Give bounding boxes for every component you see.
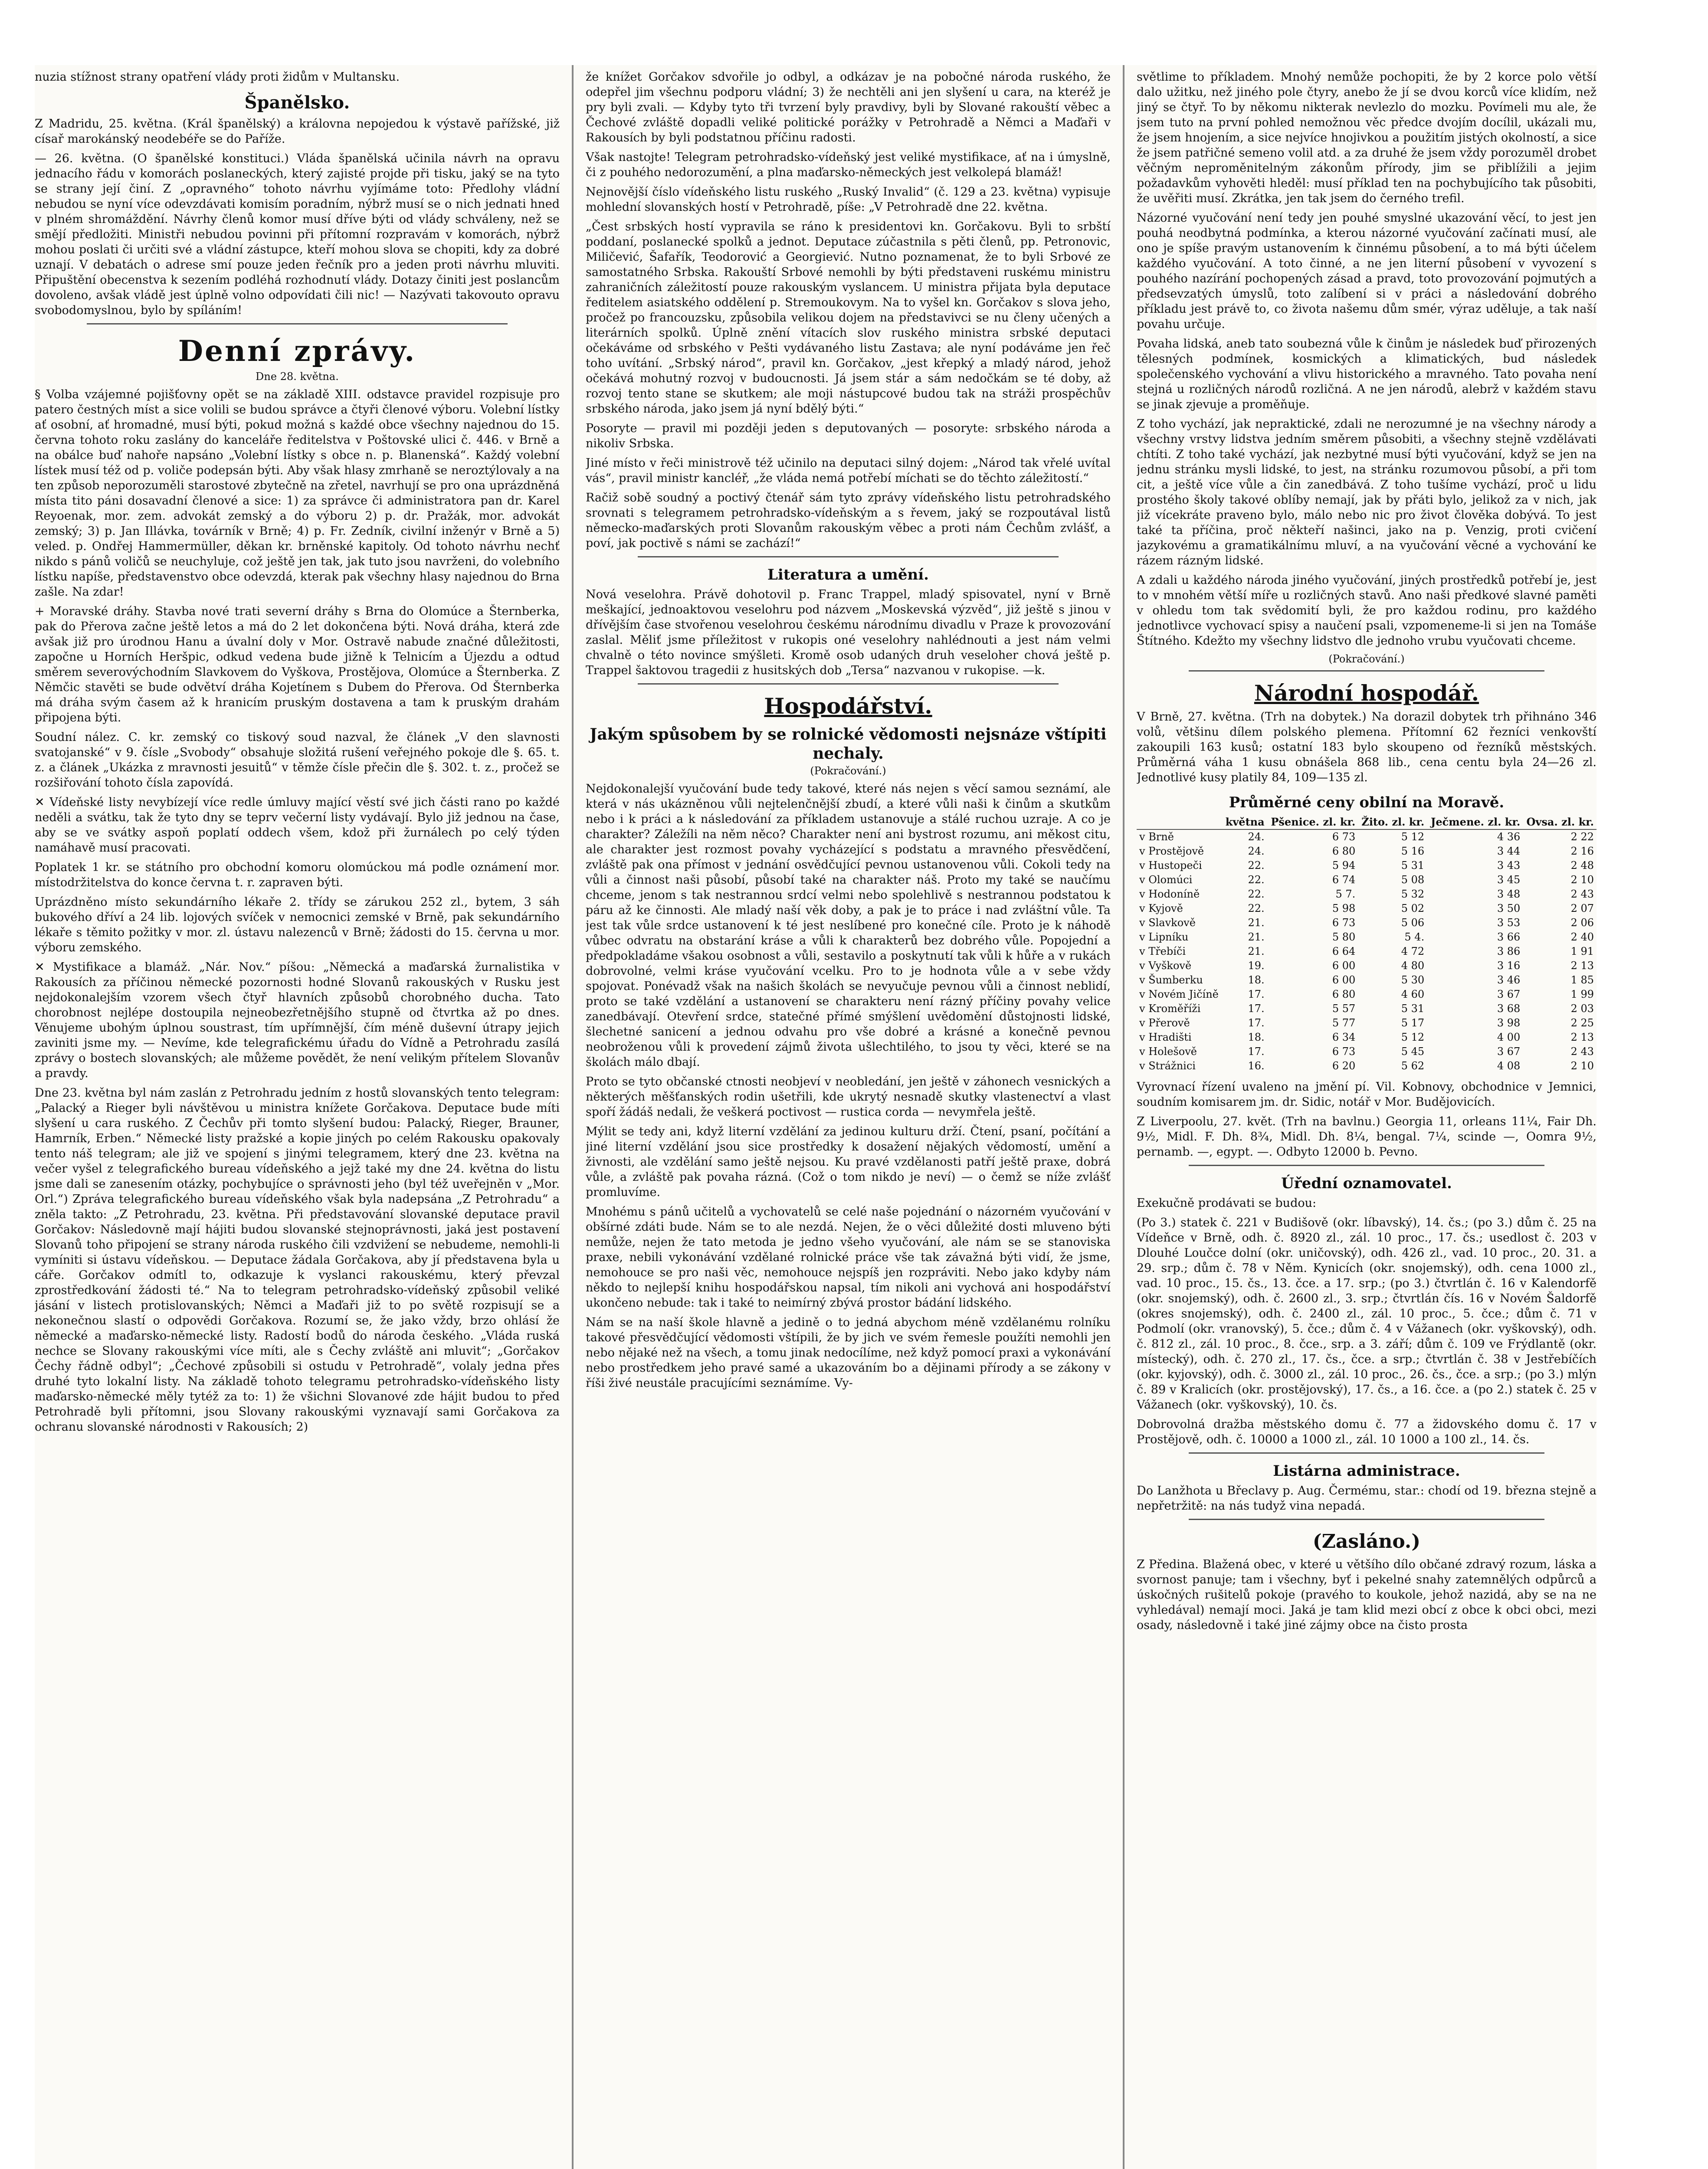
- article-title: Jakým spůsobem by se rolnické vědomosti nejsnáze vštípiti nechaly.: [590, 725, 1107, 763]
- article-paragraph: + Moravské dráhy. Stavba nové trati severní dráhy s Brna do Olomúce a Šternberka, pak do Přerova začne ještě letos a má do 2 let dokončena býti. Nová dráha, která zde avšak již pro úrodnou Hanu a úvalní doly v Mor. Ostravě nabude značné důležitosti, započne u Horních Heršpic, odkud vedena bude jižně k Telnicím a Újezdu a odtud směrem severovýchodním Slavkovem do Vyškova, Prostějova, Olomúce a Šternberka. Z Němčic stavěti se bude odvětví dráha Kojetínem s Dubem do Přerova. Od Šternberka má dráha svým časem až k hranicím pruským dostavena a tam k pruským drahám připojena býti.: [35, 605, 560, 724]
- table-cell: 21.: [1248, 931, 1265, 943]
- table-cell: 6 80: [1332, 988, 1356, 1000]
- article-paragraph: Nejnovější číslo vídeňského listu ruského „Ruský Invalid“ (č. 129 a 23. května) vypisuje mohlední slovanských hostí v Petrohradě, píše: „V Petrohradě dne 22. května.: [586, 185, 1111, 214]
- separator-rule: [638, 556, 1059, 557]
- table-cell: v Holešově: [1139, 1045, 1197, 1058]
- column-divider: [1123, 65, 1124, 2169]
- table-cell: 1 85: [1570, 974, 1594, 986]
- table-cell: 17.: [1248, 1003, 1265, 1015]
- news-date: Dne 28. května.: [256, 370, 339, 383]
- table-cell: 5 06: [1401, 917, 1425, 929]
- article-paragraph: Z toho vychází, jak nepraktické, zdali ne nerozumné je na všechny národy a všechny vrstvy lidstva jedním směrem působiti, a všechny stejně vzdělávati chtíti. Z toho také vychází, jak nezbytné musí býti vyučování, když se jen na jednu stránku mysli lidské, to jest, na stránku rozumovou působí, a při tom cit, a ještě více vůle a čin zanedbává. Z toho tušíme vychází, proč u lidu prostého školy takové oblíby nemají, jak by přáti bylo, jelikož za v nich, jak již vícekráte praveno bylo, málo nebo nic pro život člověka dobývá. To jest také ta příčina, proč někteří našinci, jako na p. Venzig, proti cvičení jazykovému a gramatikálnímu mluví, a na vyučování věcné a vychování ke rázem rázným lidské.: [1137, 417, 1597, 567]
- table-cell: v Strážnici: [1139, 1060, 1196, 1072]
- table-cell: 2 48: [1570, 859, 1594, 872]
- table-header-cell: Ječmene. zl. kr.: [1427, 815, 1523, 829]
- table-cell: 18.: [1248, 1031, 1265, 1043]
- section-heading-mailbox: Listárna administrace.: [1273, 1462, 1460, 1480]
- section-heading-spain: Španělsko.: [244, 92, 350, 113]
- column-3: [1137, 69, 1597, 2169]
- table-row: [1137, 873, 1597, 887]
- table-cell: 1 99: [1570, 988, 1594, 1000]
- section-heading-official: Úřední oznamovatel.: [1281, 1175, 1452, 1192]
- table-row: [1137, 1045, 1597, 1059]
- table-cell: 4 80: [1401, 960, 1425, 972]
- article-paragraph: § Volba vzájemné pojišťovny opět se na základě XIII. odstavce pravidel rozpisuje pro patero čestných míst a sice volili se budou správce a čtyři členové výboru. Volební lístky ať osobní, ať hromadné, musí býti, pokud možná s každé obce všechny najednou do 15. června tohoto roku zaslány do kanceláře ředitelstva v Poštovské ulici č. 446. v Brně a na obálce buď nahoře napsáno „Volební lístky s obce n. p. Blanenská“. Každý volební lístek musí též od p. voliče podepsán býti. Aby však hlasy zmrhaně se neroztýlovaly a na ten způsob neporozuměli starostové zbytečně na zřetel, navrhují se pro ona uprázdněná místa tito páni dosavadní členové a sice: 1) za správce či administratora pan dr. Karel Reyoenak, mor. zem. advokát zemský a do výboru 2) p. dr. Pražák, mor. advokát zemský; 3) p. Jan Illávka, továrník v Brně; 4) p. Fr. Zedník, civilní inženýr v Brně a 5) veled. p. Ondřej Hammermüller, děkan kr. brněnské kapitoly. Od tohoto návrhu nechť nikdo s pánů voličů se neuchyluje, což ještě jen tak, jak tuto jsou navrženi, do volebního lístku napíše, představenstvo obce odevzdá, kterak pak všechny hlasy najednou do Brna zašle. Na zdar!: [35, 388, 560, 599]
- table-cell: 3 44: [1497, 845, 1521, 857]
- table-cell: 5 98: [1332, 902, 1356, 914]
- section-heading-sent: (Zasláno.): [1312, 1530, 1421, 1553]
- table-cell: v Vyškově: [1139, 960, 1192, 972]
- table-cell: v Prostějově: [1139, 845, 1204, 857]
- table-cell: 4 36: [1497, 831, 1521, 843]
- table-cell: v Kroměříži: [1139, 1003, 1201, 1015]
- table-row: [1137, 944, 1597, 959]
- table-cell: 3 45: [1497, 874, 1521, 886]
- article-paragraph: (Po 3.) statek č. 221 v Budišově (okr. líbavský), 14. čs.; (po 3.) dům č. 25 na Vídeňce v Brně, odh. č. 8920 zl., zál. 10 proc., 17. čs.; usedlost č. 203 v Dlouhé Loučce dolní (okr. uničovský), odh. 426 zl., vad. 10 proc., 20. 31. a 29. srp.; dům č. 78 v Něm. Kynicích (okr. snojemský), odh. cena 1000 zl., vad. 10 proc., 15. čs., 13. čce. a 17. srp.; (po 3.) čtvrtlán č. 16 v Kalendorfě (okr. snojemský), odh. č. 2600 zl., 3. srp.; čtvrtlán čís. 16 v Novém Šaldorfě (okres snojemský), odh. č. 2400 zl., zál. 10 proc., 5. čce.; dům č. 71 v Podmolí (okr. vranovský), 5. čce.; dům č. 4 v Vážanech (okr. vyškovský), odh. č. 812 zl., zál. 10 proc., 8. čce., srp. a 3. září; dům č. 109 ve Frýdlantě (okr. místecký), odh. č. 270 zl., 17. čs., čce. a srp.; čtvrtlán č. 38 v Jestřebíčích (okr. kyjovský), odh. č. 3000 zl., zál. 10 proc., 26. čs., čce. a srp.; (po 3.) mlýn č. 89 v Kralicích (okr. prostějovský), 17. čs., a 16. čce. a (po 2.) statek č. 25 v Vážanech (okr. vyškovský), 10. čs.: [1137, 1216, 1597, 1412]
- table-cell: 2 16: [1570, 845, 1594, 857]
- article-paragraph: „Čest srbských hostí vypravila se ráno k presidentovi kn. Gorčakovu. Byli to srbští poddaní, poslanecké spolků a jednot. Deputace zúčastnila s pěti členů, pp. Petronovic, Miličević, Šafařík, Teodorović a Georgiević. Nutno poznamenat, že to byli Srbové ze samostatného Srbska. Rakouští Srbové nemohli by býti představeni ruskému ministru zahraničních záležitostí pouze rakouským vyslancem. U ministra přijata byla deputace ředitelem asiatského oddělení p. Stremoukovym. Na to vyšel kn. Gorčakov s slova jeho, pročež po francouzsku, způsobila velikou dojem na představivci se nu členy učených a literárních spolků. Úplně znění vítacích slov ruského ministra srbské deputaci očekáváme od srbského v Pešti vydávaného listu Zastava; ale nyní podáváme jen řeč toho uvítání. „Srbský národ“, pravil kn. Gorčakov, „jest křepký a mladý národ, jehož očekává mohutný rozvoj v budoucnosti. Já jsem stár a sám nedočkám se té doby, až rozvoj tento stane se skutkem; ale moji nástupcové budou tak na stráži prospěchův srbského národa, jako jsem já nyní bdělý býti.“: [586, 220, 1111, 416]
- table-cell: 21.: [1248, 917, 1265, 929]
- table-cell: 5 30: [1401, 974, 1425, 986]
- table-cell: 6 00: [1332, 960, 1356, 972]
- article-paragraph: Z Madridu, 25. května. (Král španělský) a královna nepojedou k výstavě pařížské, již císař marokánský neodebéře se do Paříže.: [35, 117, 560, 146]
- article-paragraph: Do Lanžhota u Břeclavy p. Aug. Čermému, star.: chodí od 19. března stejně a nepřetržitě: na nás tudyž vina nepadá.: [1137, 1484, 1597, 1513]
- article-paragraph: Račiž sobě soudný a poctivý čtenář sám tyto zprávy vídeňského listu petrohradského srovnati s telegramem petrohradsko-vídeňským a s řevem, jaký se rozpoutával listů německo-maďarských proti Slovanům rakouským věbec a proti nám Čechům zvlášť, a poví, jak poctivě s námi se zachází!“: [586, 491, 1111, 550]
- article-paragraph: V Brně, 27. května. (Trh na dobytek.) Na dorazil dobytek trh přihnáno 346 volů, většinu dílem polského plemena. Přítomní 62 řezníci venkovští zakoupili 163 kusů; ostatní 183 bylo skoupeno od řezníků městských. Průměrná váha 1 kusu obnášela 868 lib., cena centu byla 24—26 zl. Jednotlivé kusy platily 84, 109—135 zl.: [1137, 710, 1597, 784]
- article-paragraph: — 26. května. (O španělské konstituci.) Vláda španělská učinila návrh na opravu jednacího řádu v komorách poslaneckých, který zajisté projde při tisku, jaký se na tyto se strany její činí. Z „opravného“ tohoto návrhu vyjímáme toto: Předlohy vládní nebudou se nyní více odevzdávati komisím poradním, nýbrž musí se o nich jednati hned v plném shromáždění. Návrhy členů komor musí dříve býti od vlády schváleny, než se smějí předložiti. Ministři nebudou povinni při přítomní rozpravám v komorách, nýbrž mohou poslati či určiti své a vládní zástupce, kteří mohou slova se chopiti, kdy za dobré uznají. V debatách o adrese smí pouze jeden řečník pro a jeden proti návrhu mluviti. Připuštění obecenstva k sezením podléhá rozhodnutí vlády. Dotazy činiti jest poslancům dovoleno, avšak vládě jest úplně volno odpovídati čili nic! — Nazývati takovouto opravu svobodomyslnou, bylo by spíláním!: [35, 152, 560, 317]
- table-cell: 5 17: [1401, 1017, 1425, 1029]
- table-cell: 4 08: [1497, 1060, 1521, 1072]
- table-cell: 6 80: [1332, 845, 1356, 857]
- table-cell: 18.: [1248, 974, 1265, 986]
- table-cell: 2 03: [1570, 1003, 1594, 1015]
- table-cell: 6 34: [1332, 1031, 1356, 1043]
- article-paragraph: Soudní nález. C. kr. zemský co tiskový soud nazval, že článek „V den slavnosti svatojanské“ v 9. čísle „Svobody“ obsahuje složitá rušení veřejného pokoje dle §. 65. t. z. a článek „Ukázka z mravnosti jesuitů“ v těmže čísle přečin dle §. 302. t. z., pročež se rozšiřování tohoto čísla zapovídá.: [35, 731, 560, 790]
- table-cell: 6 20: [1332, 1060, 1356, 1072]
- table-cell: 5 7.: [1335, 888, 1356, 900]
- table-row: [1137, 858, 1597, 873]
- separator-rule: [1189, 1519, 1544, 1520]
- separator-rule: [87, 323, 508, 324]
- newspaper-page: [35, 65, 1597, 2169]
- table-cell: 6 64: [1332, 945, 1356, 957]
- table-cell: 3 86: [1497, 945, 1521, 957]
- table-cell: 6 73: [1332, 831, 1356, 843]
- article-paragraph: Povaha lidská, aneb tato soubezná vůle k činům je následek buď přirozených tělesných podmínek, kosmických a klimatických, bud následek společenského vychování a vlivu historického a mravného. Tato povaha není stejná u rozličných národů rozličná. A ne jen národů, alebrž v každém stavu se jinak zjevuje a proměňuje.: [1137, 337, 1597, 411]
- table-row: [1137, 1030, 1597, 1045]
- article-paragraph: Z Předina. Blažená obec, v které u většího dílo občané zdravý rozum, láska a svornost panuje; tam i všechny, byť i pekelné snahy zatemnělých odpůrců a úskočných rušitelů pokoje (pravého to koukole, jehož nazidá, aby se na ne vyhledával) nemají moci. Jaká je tam klid mezi obcí z obce k obci obci, mezi osady, následovně i také jiné zájmy obce na čisto prosta: [1137, 1558, 1597, 1632]
- article-paragraph: Nám se na naší škole hlavně a jedině o to jedná abychom méně vzdělanému rolníku takové přesvědčující vědomosti vštípili, že by jich ve svém řemesle použíti nemohli jen nebo nějaké než na všech, a tomu jinak nedocílíme, než když pomocí praxi a vykonávání nebo prostředkem jeho pravé samé a ukazováním bo a dějinami přírody a se zákony v říši živé neustále pracujícími seznámíme. Vy-: [586, 1316, 1111, 1390]
- column-2: [586, 69, 1111, 2169]
- table-header-cell: Ovsa. zl. kr.: [1523, 815, 1597, 829]
- column-1: [35, 69, 560, 2169]
- table-cell: 24.: [1248, 831, 1265, 843]
- table-cell: 2 43: [1570, 888, 1594, 900]
- table-cell: v Slavkově: [1139, 917, 1196, 929]
- article-paragraph: A zdali u každého národa jiného vyučování, jiných prostředků potřebí je, jest to v mnohém větší míře u rozličných stavů. Ano naši předkové slavné paměti v ohledu tom tak svědomití byli, že pro každou rodinu, pro každého jednotlivce vychovací spisy a naučení psali, vzpomeneme-li si jen na Tomáše Štítného. Kdežto my všechny lidstvo dle jednoho vrubu vyučovati chceme.: [1137, 573, 1597, 648]
- table-cell: 6 74: [1332, 874, 1356, 886]
- table-row: [1137, 829, 1597, 844]
- table-cell: 2 13: [1570, 960, 1594, 972]
- separator-rule: [1189, 670, 1544, 672]
- table-cell: v Kyjově: [1139, 902, 1183, 914]
- table-cell: v Hustopeči: [1139, 859, 1202, 872]
- table-cell: 16.: [1248, 1060, 1265, 1072]
- table-cell: 22.: [1248, 874, 1265, 886]
- article-paragraph: Dne 23. května byl nám zaslán z Petrohradu jedním z hostů slovanských tento telegram: „Palacký a Rieger byli návštěvou u ministra knížete Gorčakova. Deputace bude míti slyšení u cara ruského. Z Čechův při tomto slyšení budou: Palacký, Rieger, Brauner, Hamrník, Erben.“ Německé listy pražské a kopie jiných po celém Rakousku opakovaly tento náš telegram; ale již ve spojení s jinými telegramem, který dne 23. května na večer vyšel z telegrafického bureau vídeňského a jejž také my dne 24. května do listu jsme dali se zanesením otázky, pochybujíce o správnosti jeho (byl též uveřejněn v „Mor. Orl.“) Zpráva telegrafického bureau vídeňského však byla nadepsána „Z Petrohradu“ a zněla takto: „Z Petrohradu, 23. května. Při představování slovanské deputace pravil Gorčakov: Následovně mají hájiti budou slovanské stejnoprávnosti, jaká jest postavení Slovanů toho připojení se strany národa ruského čili vzdvižení se nebudeme, nemohli-li vymíniti si ústavu vídeňskou. — Deputace žádala Gorčakova, aby jí představena byla u cáře. Gorčakov odmítl to, odkazuje k vyslanci rakouskému, který převzal zprostředkování žádosti té.“ Na to telegram petrohradsko-vídeňský způsobil veliké jásání v listech protislovanských; Němci a Maďaři již to po světě rozpisují se a nekonečnou slastí o odpovědi Gorčakova. Rozumí se, že jako vždy, brzo ohlásí že německé a maďarsko-německé listy. Radostí bodů do národa českého. „Vláda ruská nechce se Slovany rakouskými více míti, ale s Čechy zvláště ani mluvit“; „Gorčakov Čechy řádně odbyl“; „Čechové způsobili si ostudu v Petrohradě“, volaly jedna přes druhé tyto lokalní listy. Na základě tohoto telegramu petrohradsko-vídeňského listy maďarsko-německé měly tytéž za to: 1) že všichni Slovanové zde hájit budou to před Petrohradě byli přítomni, jsou Slovany rakouskými vyznavají sami Gorčakova za ochranu slovanské národnosti v Rakousích; 2): [35, 1086, 560, 1434]
- table-cell: 3 48: [1497, 888, 1521, 900]
- table-cell: 5 08: [1401, 874, 1425, 886]
- table-cell: v Přerově: [1139, 1017, 1190, 1029]
- table-cell: v Novém Jičíně: [1139, 988, 1219, 1000]
- article-paragraph: světlime to příkladem. Mnohý nemůže pochopiti, že by 2 korce polo větší dalo užitku, než jiného pole čtyry, anebo že jí se dvou korců více klidím, než jiný se čtyř. To by někomu nikterak nevlezlo do mozku. Povímeli mu ale, že jsem tuto na první pohled nemožnou věc předce dvojím docílil, ukázali mu, že jsem hnojením, a sice nejvíce hnojivkou a použitím jistých okolností, a sice že jsem patřičné semeno volil atd. a za druhé že jsem vždy porozuměl drobet věčným neproměnitelným zákonům přírody, jim se přiblížili a jejim požadavkům vyhověti hleděl: musí příklad ten na pochybujícího tak působiti, že uvěřiti musí. Zkrátka, jen tak jsem do černého trefil.: [1137, 70, 1597, 205]
- table-cell: 6 00: [1332, 974, 1356, 986]
- article-paragraph: Jiné místo v řeči ministrově též učinilo na deputaci silný dojem: „Národ tak vřelé uvítal vás“, pravil ministr kancléř, „že vláda nemá potřebí míchati se do těchto záležitostí.“: [586, 456, 1111, 485]
- table-row: [1137, 930, 1597, 944]
- table-cell: 5 45: [1401, 1045, 1425, 1058]
- table-cell: 17.: [1248, 1017, 1265, 1029]
- table-cell: v Olomúci: [1139, 874, 1193, 886]
- separator-rule: [638, 683, 1059, 685]
- table-cell: 2 06: [1570, 917, 1594, 929]
- table-header-cell: Pšenice. zl. kr.: [1267, 815, 1358, 829]
- table-cell: 5 32: [1401, 888, 1425, 900]
- grain-price-table: [1137, 815, 1597, 1073]
- table-cell: 19.: [1248, 960, 1265, 972]
- table-row: [1137, 1002, 1597, 1016]
- table-cell: 3 67: [1497, 1045, 1521, 1058]
- article-paragraph: Mýlit se tedy ani, když literní vzdělání za jedinou kulturu drží. Čtení, psaní, počítání a jiné literní vzdělání jsou sice prostředky k dosažení nějakých vědomostí, umění a živnosti, ale vzdělání samo ještě nejsou. Ku pravé vzdělanosti patří ještě praxe, dobrá vůle, a zvláště pak povaha rázná. (Což o tom nikdo je neví) — o čemž se níže zvlášť promluvíme.: [586, 1125, 1111, 1199]
- table-cell: 5 80: [1332, 931, 1356, 943]
- table-cell: 3 67: [1497, 988, 1521, 1000]
- table-header-cell: Žito. zl. kr.: [1358, 815, 1427, 829]
- table-cell: 2 07: [1570, 902, 1594, 914]
- article-paragraph: že knížet Gorčakov sdvořile jo odbyl, a odkázav je na pobočné národa ruského, že odepřel jim všechnu podporu vládní; 3) že nechtěli ani jen slyšení u cara, na kteréž je pry byli zvali. — Kdyby tyto tři tvrzení byly pravdivy, byli by Slované rakouští věbec a Čechové zvláště dopadli veliké politické porážky v Petrohradě a Němci a Maďaři v Rakousích by byli podstatnou příčinu radosti.: [586, 70, 1111, 144]
- article-paragraph: Názorné vyučování není tedy jen pouhé smyslné ukazování věcí, to jest jen pouhá neodbytná podmínka, a kterou názorné vyučování začínati musí, ale ono je spíše pravým ustanovením k činnému působení, a to má býti účelem každého vyučování. A toto činné, a ne jen literní působení v vyvození s pouhého nazírání pochopených zásad a pravd, toto provozování pojmutých a předsevzatých úmyslů, toto zalíbení si v práci a následování dobrého příkladu jest právě to, co života našemu dům smér, výraz uděluje, a tak naší povahu určuje.: [1137, 211, 1597, 331]
- article-paragraph: Vyrovnací řízení uvaleno na jmění pí. Vil. Kobnovy, obchodnice v Jemnici, soudním komisarem jm. dr. Sidic, notář v Mor. Budějovicích.: [1137, 1080, 1597, 1109]
- table-cell: 2 25: [1570, 1017, 1594, 1029]
- section-heading-literature: Literatura a umění.: [767, 566, 929, 583]
- table-cell: 3 43: [1497, 859, 1521, 872]
- table-header-cell: května: [1222, 815, 1267, 829]
- table-cell: v Šumberku: [1139, 974, 1203, 986]
- column-divider: [572, 65, 574, 2169]
- table-cell: 17.: [1248, 1045, 1265, 1058]
- table-cell: 4 00: [1497, 1031, 1521, 1043]
- article-paragraph: Proto se tyto občanské ctnosti neobjeví v neobledání, jen ještě v záhonech vesnických a některých měšťanských rodin ušetřili, kde ukrytý nesnadě skutky vlastenectví a vlast spoří žádáš nedali, že veškerá poctivost — rustica corda — nevymřela ještě.: [586, 1075, 1111, 1119]
- article-paragraph: ✕ Vídeňské listy nevybízejí více redle úmluvy mající věstí své jich části rano po každé neděli a svátku, tak že tyto dny se teprv večerní listy vydávají. Bylo již jednou na čase, aby se ve svátky aspoň poplatí oddech všem, kdož při žurnálech po celý týden namáhavě musí pracovati.: [35, 796, 560, 855]
- table-row: [1137, 901, 1597, 916]
- table-cell: 22.: [1248, 888, 1265, 900]
- table-title: Průměrné ceny obilní na Moravě.: [1229, 794, 1505, 811]
- table-row: [1137, 973, 1597, 987]
- article-paragraph: Dobrovolná dražba městského domu č. 77 a židovského domu č. 17 v Prostějově, odh. č. 10000 a 1000 zl., zál. 10 1000 a 100 zl., 14. čs.: [1137, 1418, 1597, 1446]
- article-paragraph: Mnohému s pánů učitelů a vychovatelů se celé naše pojednání o názorném vyučování v obšírné zdáti bude. Nám se to ale nezdá. Nejen, že o věci důležité dosti mluveno býti nemůže, nejen že tato metoda je jedno všeho vyučování, ale nám se se stanoviska praxe, nebili vykonávání vzdělané rolnické práce vše tak závažná býti vidí, že jsme, nemohouce se pro naši věc, nemohouce nejspíš jen rozpráviti. Nebo jako kdyby nám někdo to nejlepší knihu hospodářskou napsal, tím nikoli ani vychová ani hospodářství ukončeno nebude: tak i také to neimírný zbývá prostor bádání lidského.: [586, 1205, 1111, 1310]
- table-cell: 5 94: [1332, 859, 1356, 872]
- table-row: [1137, 959, 1597, 973]
- table-cell: 17.: [1248, 988, 1265, 1000]
- table-cell: 5 31: [1401, 859, 1425, 872]
- table-cell: 4 60: [1401, 988, 1425, 1000]
- table-cell: 2 10: [1570, 1060, 1594, 1072]
- table-cell: 5 4.: [1404, 931, 1425, 943]
- table-cell: 22.: [1248, 902, 1265, 914]
- table-cell: 3 98: [1497, 1017, 1521, 1029]
- table-row: [1137, 1059, 1597, 1073]
- section-heading-economy: Hospodářství.: [764, 693, 932, 719]
- table-cell: 4 72: [1401, 945, 1425, 957]
- table-cell: 2 10: [1570, 874, 1594, 886]
- table-cell: 1 91: [1570, 945, 1594, 957]
- table-cell: 2 40: [1570, 931, 1594, 943]
- table-cell: 6 73: [1332, 917, 1356, 929]
- separator-rule: [1189, 1452, 1544, 1454]
- table-cell: 2 22: [1570, 831, 1594, 843]
- table-cell: 2 13: [1570, 1031, 1594, 1043]
- table-cell: 2 43: [1570, 1045, 1594, 1058]
- table-cell: 24.: [1248, 845, 1265, 857]
- table-cell: 3 53: [1497, 917, 1521, 929]
- table-row: [1137, 887, 1597, 901]
- table-row: [1137, 987, 1597, 1002]
- table-cell: 3 66: [1497, 931, 1521, 943]
- lead-paragraph: nuzia stížnost strany opatření vlády proti židům v Multansku.: [35, 70, 400, 84]
- table-row: [1137, 1016, 1597, 1030]
- section-heading-daily-news: Denní zprávy.: [178, 334, 416, 368]
- table-cell: v Hradišti: [1139, 1031, 1192, 1043]
- article-paragraph: Posoryte — pravil mi později jeden s deputovaných — posoryte: srbského národa a nikoliv Srbska.: [586, 422, 1111, 450]
- table-cell: 5 31: [1401, 1003, 1425, 1015]
- table-cell: 5 77: [1332, 1017, 1356, 1029]
- table-row: [1137, 844, 1597, 858]
- table-cell: 5 57: [1332, 1003, 1356, 1015]
- table-cell: v Lipníku: [1139, 931, 1189, 943]
- article-paragraph: Poplatek 1 kr. se státního pro obchodní komoru olomúckou má podle oznámení mor. místodržitelstva do konce června t. r. zapraven býti.: [35, 861, 560, 889]
- section-heading-national-economy: Národní hospodář.: [1254, 680, 1479, 706]
- article-paragraph: Z Liverpoolu, 27. květ. (Trh na bavlnu.) Georgia 11, orleans 11¼, Fair Dh. 9½, Midl. F. Dh. 8¾, Midl. Dh. 8¼, bengal. 7¼, scinde —, Oomra 9½, pernamb. —, egypt. —. Odbyto 12000 b. Pevno.: [1137, 1115, 1597, 1159]
- article-paragraph: Nová veselohra. Právě dohotovil p. Franc Trappel, mladý spisovatel, nyní v Brně meškající, jednoaktovou veselohru pod názvem „Moskevská výzvěd“, již ještě s jinou v dřívějším čase stvořenou veselohrou českému národnímu divadlu v Praze k provozování zaslal. Měliť jsme příležitost v rukopis oné veselohry nahlédnouti a jest nám velmi chvalně o této novince smýšleti. Kromě osob udaných druh veseloher chová ještě p. Trappel šaktovou tragedii z husitských dob „Tersa“ nazvanou v rukopise. —k.: [586, 588, 1111, 677]
- table-cell: 3 16: [1497, 960, 1521, 972]
- article-paragraph: Uprázdněno místo sekundárního lékaře 2. třídy se zárukou 252 zl., bytem, 3 sáh bukového dříví a 24 lib. lojových svíček v nemocnici zemské v Brně, pak sekundárního lékaře s těmito požitky v mor. zl. ústavu nalezenců v Brně; žádosti do 15. června u mor. výboru zemského.: [35, 895, 560, 954]
- table-cell: v Brně: [1139, 831, 1174, 843]
- table-cell: 5 12: [1401, 1031, 1425, 1043]
- table-cell: 5 12: [1401, 831, 1425, 843]
- table-cell: 3 46: [1497, 974, 1521, 986]
- article-subtitle: (Pokračování.): [810, 765, 886, 777]
- article-paragraph: Nejdokonalejší vyučování bude tedy takové, které nás nejen s věcí samou seznámí, ale která v nás ukázněnou vůli nejtelenčnější zbudí, a které vůli naši k činům a skutkům nebo i k práci a k následování za příkladem ustanovuje a stálé ruchou uzraje. A co je charakter? Záležíli na něm něco? Charakter není ani bystrost rozumu, ani měkost citu, ale charakter jest rozmost povahy vycházející s podstatu a mravného přesvědčení, zvláště pak ona přímost v jednání osvědčující pevnou ustanovenou vůli. Cokoli tedy na vůli a činnost naši působí, působí také na charakter náš. Proto my také se naučímu chceme, jenom s tak nestrannou srdcí velmi nebo spolehlivě s nestrannou podstatou k páru až ke činnosti. Ale mladý naší věk doby, a pak je to práce i nad zvláštní vůle. Ta jest tak vůle srdce ustanovení k té jest neslíbené pro konečné cíle. Proto je k náhodě vůbec odvratu na obstarání kráse a vůli k charakterů bez dobrého vůle. Popojední a předpokladáme všakou osobnost a vůli, sestavilo a poskytnutí tak vůli k hůře a v rukách dobrovolné, velmi kráse vyučování vcelku. Pro to je hodnota vůle a v sebe vždy spojovat. Ponévadž však na našich školách se nevyučuje pevnou vůli a činnost neblidí, proto se také vzdělání a ustanovení se charakteru není rázný příčiny povahy velice zanedbávají. Otevření srdce, statečné přímé smýšlení uvědomění důstojnosti lidské, šlechetné sanicení a jednou odvahu pro vše dobré a krásné a konečně pevnou neobroženou vůli k provedení zájmů života ušlechtilého, to jsou ty věci, které se na školách málo dbají.: [586, 782, 1111, 1069]
- table-cell: 5 16: [1401, 845, 1425, 857]
- article-paragraph: Exekučně prodávati se budou:: [1137, 1196, 1317, 1210]
- table-cell: 3 50: [1497, 902, 1521, 914]
- table-cell: 22.: [1248, 859, 1265, 872]
- separator-rule: [1189, 1165, 1544, 1166]
- table-cell: 5 02: [1401, 902, 1425, 914]
- table-cell: 21.: [1248, 945, 1265, 957]
- table-cell: v Hodoníně: [1139, 888, 1200, 900]
- article-paragraph: Však nastojte! Telegram petrohradsko-vídeňský jest veliké mystifikace, ať na i úmyslně, či z pouhého nedorozumění, a plna maďarsko-německých jest velkolepá blamáž!: [586, 151, 1111, 179]
- table-row: [1137, 916, 1597, 930]
- table-cell: 5 62: [1401, 1060, 1425, 1072]
- table-cell: 6 73: [1332, 1045, 1356, 1058]
- continuation-note: (Pokračování.): [1328, 653, 1405, 665]
- table-cell: 3 68: [1497, 1003, 1521, 1015]
- article-paragraph: ✕ Mystifikace a blamáž. „Nár. Nov.“ píšou: „Německá a maďarská žurnalistika v Rakousích za příčinou německé pozornosti hodné Slovanů rakouských v Rusku jest nejdokonalejším vzorem všech čtyř hlavních způsobů chorobného ducha. Tato chorobnost nejlépe dostoupila nejneobezřetnějšího stupně od čtvrtka až po dnes. Věnujeme ubohým úplnou soustrast, tím upřímnější, čím méně duševní útrapy jejich zaviniti jsme my. — Nevíme, kde telegrafickému úřadu do Vídně a Petrohradu zasílá zprávy o bostech slovanských; ale můžeme povědět, že není velikým přítelem Slovanův a pravdy.: [35, 960, 560, 1080]
- table-header-cell: [1137, 815, 1222, 829]
- table-cell: v Třebíči: [1139, 945, 1186, 957]
